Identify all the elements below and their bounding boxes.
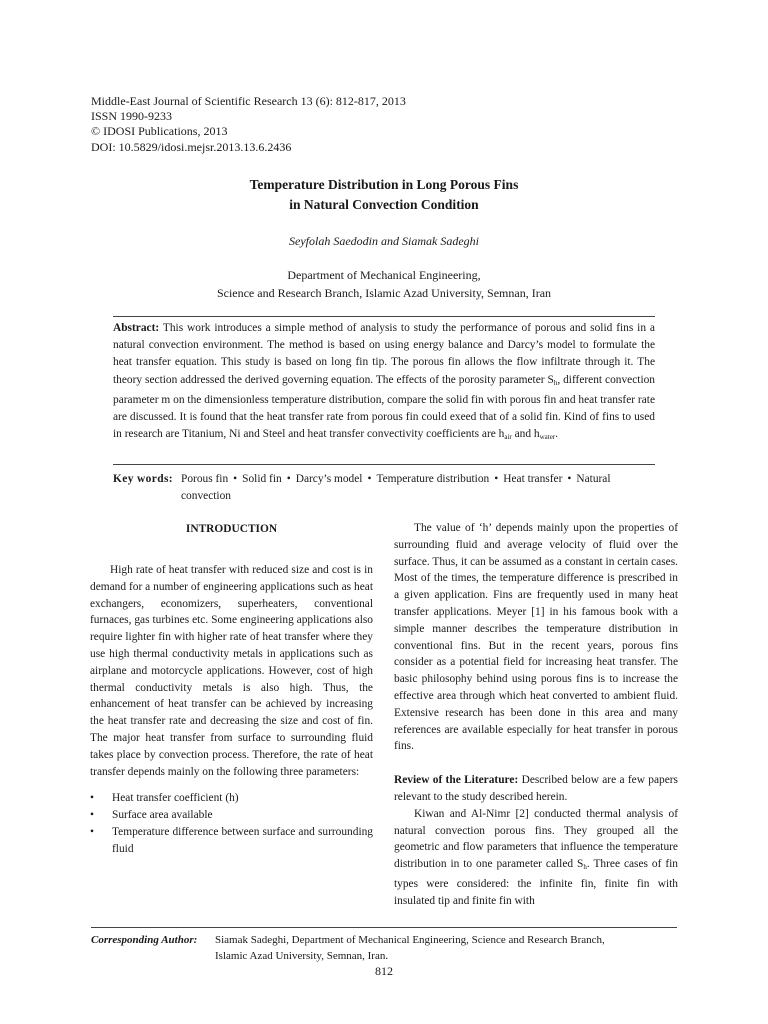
authors: Seyfolah Saedodin and Siamak Sadeghi (289, 234, 479, 248)
paragraph-gap (394, 755, 678, 772)
keyword-separator: • (494, 473, 499, 485)
right-paragraph-3 (394, 806, 678, 910)
corresponding-author-line-2: Islamic Azad University, Semnan, Iran. (215, 949, 389, 962)
right-paragraph-1: The value of ‘h’ depends mainly upon the properties of surrounding fluid and average velocity of fluid over the surface. Thus, it can be assumed as a constant in certain cases. Most of the times, the temperature difference is prescribed in a given application. Fins are frequently used in many heat transfer applications. Meyer [1] in his famous book with a simple manner describes the temperature distribution in conventional fins. But in the recent years, porous fins consider as a potential field for increasing heat transfer. The basic philosophy behind using porous fins is to increase the effective area through which heat converted to ambient fluid. Extensive research has been done in this area and many references are available especially for heat transfer in porous fins. (394, 522, 678, 753)
keyword-item: Temperature distribution (376, 473, 490, 485)
corresponding-author-line-1: Siamak Sadeghi, Department of Mechanical Engineering, Science and Research Branch, (215, 934, 605, 946)
journal-copyright: © IDOSI Publications, 2013 (91, 124, 228, 139)
list-item-text: Heat transfer coefficient (h) (112, 792, 239, 805)
p3-text-b: . Three cases of fin types were considered: the infinite fin, finite fin with insulated tip and finite fin with (394, 858, 678, 907)
review-heading: Review of the Literature: (394, 774, 519, 787)
abstract-text-4: . (555, 428, 558, 441)
list-item (90, 807, 373, 824)
list-item (90, 790, 373, 807)
abstract-bottom-rule (113, 464, 655, 465)
abstract-label: Abstract: (113, 322, 160, 334)
page-number: 812 (375, 964, 393, 978)
right-column (394, 520, 678, 910)
journal-citation: Middle-East Journal of Scientific Research 13 (6): 812-817, 2013 (91, 94, 406, 108)
paper-title (0, 175, 768, 215)
keyword-separator: • (367, 473, 372, 485)
abstract (113, 320, 655, 446)
parameter-list (90, 790, 373, 857)
keyword-item: Natural convection (181, 473, 611, 502)
affiliation (0, 266, 768, 302)
bullet-icon: • (90, 809, 94, 822)
abstract-top-rule (113, 316, 655, 317)
keywords-label: Key words: (113, 473, 173, 485)
keyword-separator: • (286, 473, 291, 485)
p3-sub: h (583, 863, 587, 872)
corresponding-author-details (215, 933, 685, 964)
keywords-list (181, 471, 659, 504)
abstract-sub-1: h (553, 378, 558, 387)
abstract-text-1: This work introduces a simple method of analysis to study the performance of porous and solid fins in a natural convection environment. The method is based on using energy balance and Darcy’s model to formulate the heat transfer equation. This study is based on long fin tip. The porous fin allows the flow infiltrate through it. The theory section addressed the derived governing equation. The effects of the porosity parameter S (113, 322, 655, 386)
review-paragraph (394, 772, 678, 806)
affiliation-line-1: Department of Mechanical Engineering, (287, 268, 481, 282)
list-item-text: Temperature difference between surface and surrounding fluid (112, 825, 373, 855)
bullet-icon: • (90, 792, 94, 805)
list-item-text: Surface area available (112, 809, 213, 822)
footer-rule (91, 927, 677, 928)
list-item (90, 824, 373, 858)
keyword-item: Heat transfer (503, 473, 563, 485)
abstract-text-2: , different convection parameter m on the dimensionless temperature distribution, compare the solid fin with porous fin and heat transfer rate are discussed. It is found that the heat transfer rate from porous fin could exeed that of a solid fin. Kind of fins to used in research are Titanium, Ni and Steel and heat transfer convectivity coefficients are h (113, 373, 655, 441)
intro-paragraph-1: High rate of heat transfer with reduced size and cost is in demand for a number of engineering applications such as heat exchangers, economizers, superheaters, conventional furnaces, gas turbines etc. Some engineering applications also require lighter fin with higher rate of heat transfer where they use high thermal conductivity metals in applications such as airplane and motorcycle applications. However, cost of high thermal conductivity metals is also high. Thus, the enhancement of heat transfer can be achieved by increasing the heat transfer rate and decreasing the size and cost of fin. The major heat transfer from surface to surrounding fluid takes place by convection process. Therefore, the rate of heat transfer depends mainly on the following three parameters: (90, 564, 373, 778)
journal-issn: ISSN 1990-9233 (91, 109, 173, 124)
abstract-sub-3: water (539, 433, 556, 442)
journal-doi: DOI: 10.5829/idosi.mejsr.2013.13.6.2436 (91, 139, 292, 154)
journal-header (91, 94, 406, 155)
left-column (90, 520, 373, 858)
corresponding-author-label: Corresponding Author: (91, 934, 198, 946)
review-text: Described below are a few papers relevant to the study described herein. (394, 774, 678, 803)
keyword-item: Darcy’s model (295, 473, 363, 485)
affiliation-line-2: Science and Research Branch, Islamic Azad University, Semnan, Iran (216, 286, 552, 300)
introduction-heading: INTRODUCTION (185, 523, 278, 535)
title-line-2: in Natural Convection Condition (289, 197, 479, 212)
title-line-1: Temperature Distribution in Long Porous Fins (249, 177, 519, 192)
bullet-icon: • (90, 825, 94, 838)
p3-text-a: Kiwan and Al-Nimr [2] conducted thermal analysis of natural convection porous fins. They grouped all the geometric and flow parameters that influence the temperature distribution in to one parameter called S (394, 807, 678, 871)
keyword-separator: • (233, 473, 238, 485)
keyword-separator: • (567, 473, 572, 485)
keyword-item: Solid fin (242, 473, 282, 485)
abstract-sub-2: air (504, 433, 512, 442)
abstract-text-3: and h (511, 428, 540, 441)
keyword-item: Porous fin (181, 473, 229, 485)
